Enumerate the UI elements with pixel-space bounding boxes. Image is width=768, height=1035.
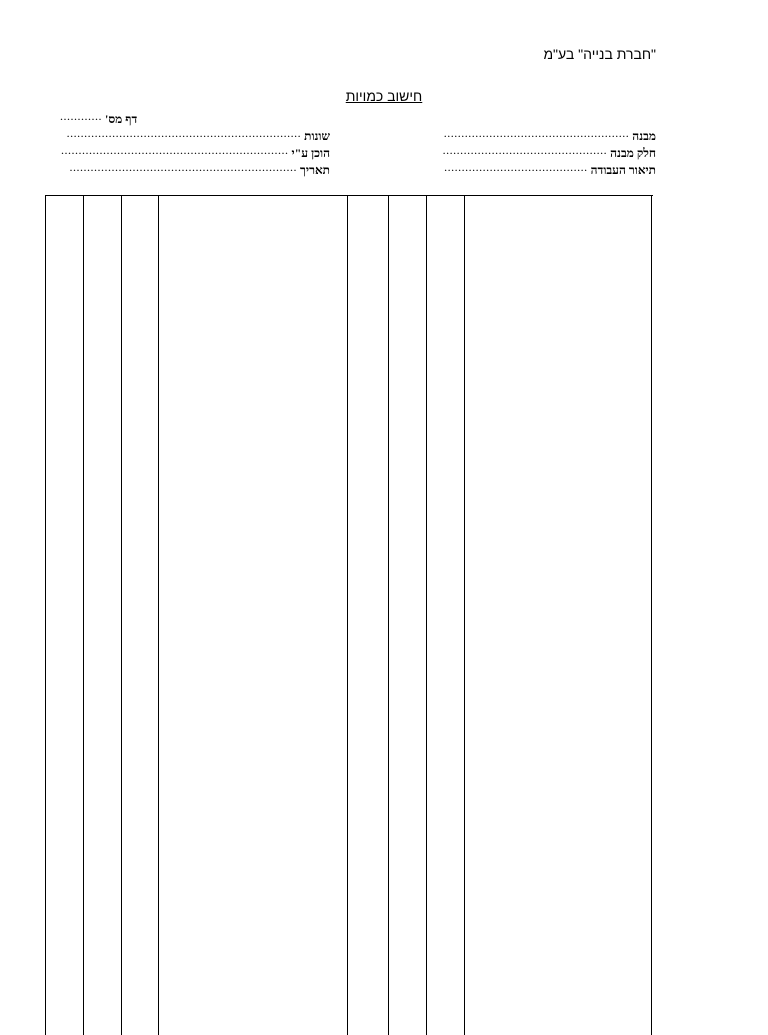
work-description-field[interactable] — [444, 160, 656, 177]
table-column-divider — [426, 196, 427, 1035]
table-column-divider — [83, 196, 84, 1035]
date-dots: ................................................................. — [69, 160, 298, 174]
misc-dots: ................................................................... — [66, 126, 302, 140]
page-number-label: דף מס' — [105, 112, 138, 126]
table-column-divider — [121, 196, 122, 1035]
prepared-by-label: הוכן ע"י — [291, 146, 330, 160]
table-column-divider — [347, 196, 348, 1035]
building-part-dots: ............................................... — [442, 143, 608, 157]
quantity-table — [45, 195, 653, 1035]
page-title-text: חישוב כמויות — [345, 88, 423, 104]
table-column-divider — [45, 196, 46, 1035]
building-dots: ..................................................... — [443, 126, 630, 140]
company-name: "חברת בנייה" בע"מ — [543, 46, 656, 62]
building-label: מבנה — [632, 129, 656, 143]
misc-field[interactable] — [60, 126, 330, 143]
work-description-label: תיאור העבודה — [590, 163, 656, 177]
building-part-field[interactable] — [444, 143, 656, 160]
building-part-label: חלק מבנה — [610, 146, 656, 160]
prepared-by-dots: ................................................................. — [61, 143, 289, 157]
table-column-divider — [464, 196, 465, 1035]
page-title — [0, 88, 768, 104]
page-number-dots: ............ — [60, 109, 102, 123]
misc-label: שונות — [304, 129, 330, 143]
table-column-divider — [651, 196, 652, 1035]
work-description-dots: ......................................... — [444, 160, 588, 174]
table-column-divider — [158, 196, 159, 1035]
prepared-by-field[interactable] — [60, 143, 330, 160]
table-column-divider — [388, 196, 389, 1035]
date-field[interactable] — [60, 160, 330, 177]
page-number-field[interactable] — [60, 109, 144, 126]
building-field[interactable] — [444, 126, 656, 143]
date-label: תאריך — [300, 163, 330, 177]
